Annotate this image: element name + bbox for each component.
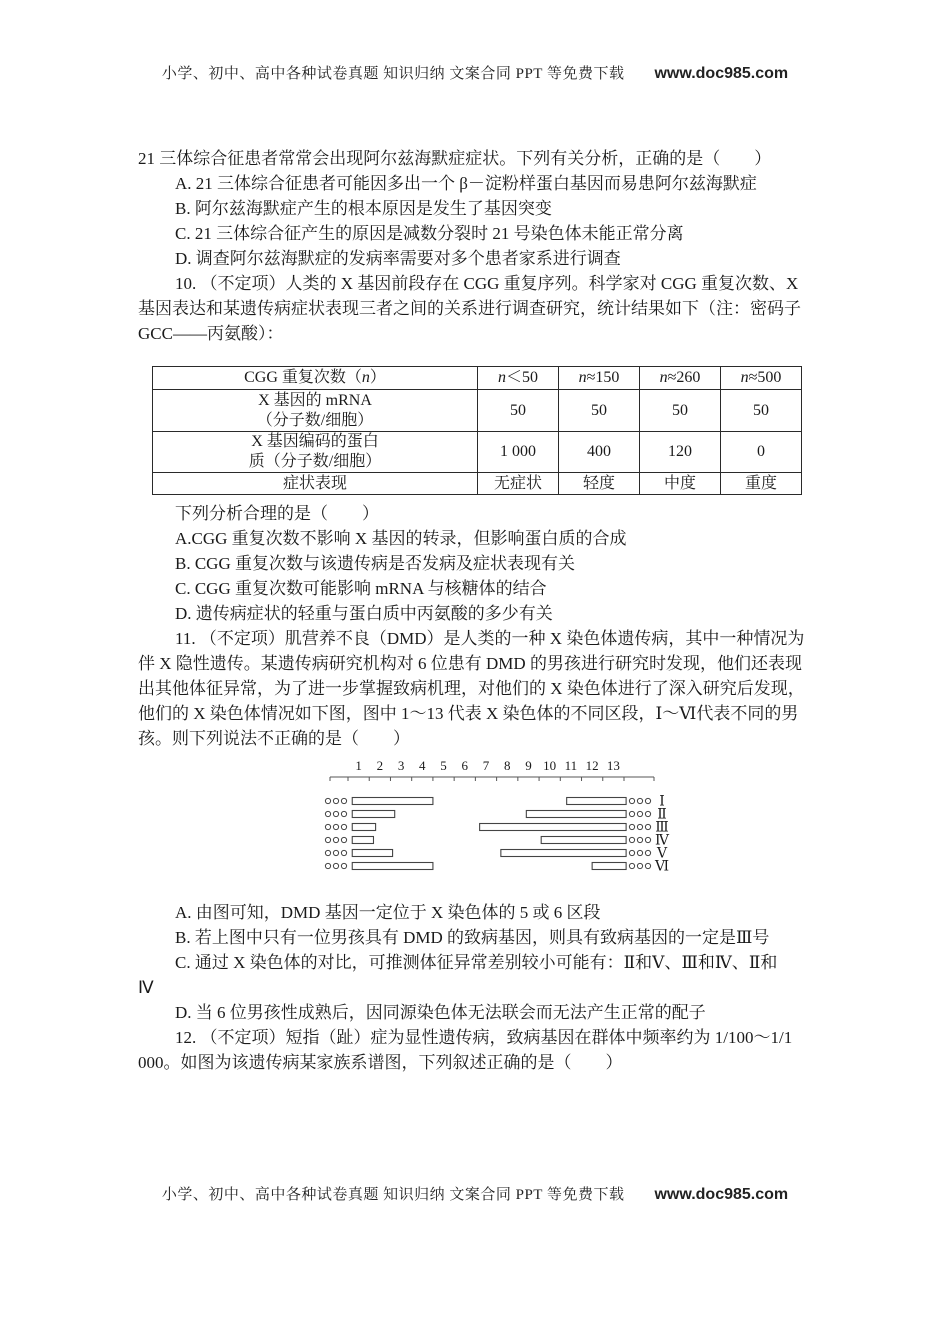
chromosome-segment-bar [526, 811, 626, 818]
telomere-dot [325, 850, 330, 855]
telomere-dot [333, 850, 338, 855]
x-chromosome-deletion-diagram [320, 754, 690, 894]
telomere-dot [637, 811, 642, 816]
table-cell: 1 000 [478, 432, 559, 473]
chromosome-segment-bar [592, 863, 626, 870]
chromosome-segment-bar [480, 824, 626, 831]
table-cell: 120 [640, 432, 721, 473]
table-cell: X 基因编码的蛋白 质（分子数/细胞） [153, 432, 478, 473]
q10-intro-line: 基因表达和某遗传病症状表现三者之间的关系进行调查研究，统计结果如下（注：密码子 [138, 299, 801, 318]
svg-text:6: 6 [461, 758, 469, 773]
q21-option-b: B. 阿尔兹海默症产生的根本原因是发生了基因突变 [175, 199, 552, 218]
svg-text:1: 1 [355, 758, 362, 773]
svg-text:13: 13 [606, 758, 620, 773]
telomere-dot [645, 811, 650, 816]
table-cell: 0 [721, 432, 802, 473]
q10-option-b: B. CGG 重复次数与该遗传病是否发病及症状表现有关 [175, 554, 575, 573]
telomere-dot [629, 811, 634, 816]
table-cell: 重度 [721, 473, 802, 495]
chromosome-segment-bar [352, 811, 394, 818]
chromosome-segment-bar [567, 798, 626, 805]
telomere-dot [325, 811, 330, 816]
table-row [153, 390, 802, 432]
table-cell: 50 [640, 390, 721, 432]
telomere-dot [341, 850, 346, 855]
q11-option-a: A. 由图可知，DMD 基因一定位于 X 染色体的 5 或 6 区段 [175, 903, 601, 922]
table-cell: 400 [559, 432, 640, 473]
telomere-dot [333, 798, 338, 803]
telomere-dot [341, 811, 346, 816]
svg-text:5: 5 [440, 758, 447, 773]
q11-option-d: D. 当 6 位男孩性成熟后，因同源染色体无法联会而无法产生正常的配子 [175, 1003, 706, 1022]
table-cell: 50 [478, 390, 559, 432]
telomere-dot [341, 863, 346, 868]
chromosome-segment-bar [352, 837, 373, 844]
cgg-repeat-table [152, 366, 802, 495]
svg-text:4: 4 [419, 758, 426, 773]
svg-text:7: 7 [482, 758, 490, 773]
q12-line: 12. （不定项）短指（趾）症为显性遗传病，致病基因在群体中频率约为 1/100～1/1 [175, 1028, 793, 1047]
svg-text:Ⅱ: Ⅱ [657, 807, 667, 823]
telomere-dot [325, 863, 330, 868]
svg-text:Ⅵ: Ⅵ [654, 859, 670, 875]
q21-option-d: D. 调查阿尔兹海默症的发病率需要对多个患者家系进行调查 [175, 249, 621, 268]
svg-text:Ⅲ: Ⅲ [655, 820, 669, 836]
cgg-table-body [153, 367, 802, 495]
telomere-dot [645, 850, 650, 855]
document-body [138, 146, 828, 1075]
page-footer [0, 1183, 950, 1204]
svg-text:3: 3 [397, 758, 405, 773]
footer-text: 小学、初中、高中各种试卷真题 知识归纳 文案合同 PPT 等免费下载 [161, 1187, 625, 1203]
telomere-dot [637, 824, 642, 829]
q11-option-b: B. 若上图中只有一位男孩具有 DMD 的致病基因，则具有致病基因的一定是Ⅲ号 [175, 928, 770, 947]
table-cell: 无症状 [478, 473, 559, 495]
svg-text:11: 11 [564, 758, 578, 773]
chromosome-segment-bar [501, 850, 626, 857]
table-cell: n≈500 [721, 367, 802, 390]
telomere-dot [341, 824, 346, 829]
q10-intro-line: 10. （不定项）人类的 X 基因前段存在 CGG 重复序列。科学家对 CGG 重复次数、X [175, 274, 799, 293]
svg-text:Ⅰ: Ⅰ [659, 794, 665, 810]
table-cell: n≈260 [640, 367, 721, 390]
table-cell: n≈150 [559, 367, 640, 390]
telomere-dot [333, 837, 338, 842]
telomere-dot [341, 837, 346, 842]
chromosome-segment-bar [352, 850, 392, 857]
page-header [0, 62, 950, 83]
chromosome-segment-bar [352, 863, 433, 870]
q10-prompt: 下列分析合理的是（ ） [175, 504, 379, 523]
table-cell: n＜50 [478, 367, 559, 390]
q12-line: 000。如图为该遗传病某家族系谱图，下列叙述正确的是（ ） [138, 1053, 623, 1072]
q21-stem: 21 三体综合征患者常常会出现阿尔兹海默症症状。下列有关分析，正确的是（ ） [138, 149, 772, 168]
telomere-dot [629, 863, 634, 868]
q11-option-c-continuation: Ⅳ [138, 978, 154, 997]
table-cell: 50 [721, 390, 802, 432]
telomere-dot [341, 798, 346, 803]
telomere-dot [333, 811, 338, 816]
header-text: 小学、初中、高中各种试卷真题 知识归纳 文案合同 PPT 等免费下载 [161, 66, 625, 82]
q11-intro-line: 孩。则下列说法不正确的是（ ） [138, 729, 410, 748]
telomere-dot [645, 837, 650, 842]
q11-intro-line: 11. （不定项）肌营养不良（DMD）是人类的一种 X 染色体遗传病，其中一种情况为 [175, 629, 805, 648]
q11-option-c: C. 通过 X 染色体的对比，可推测体征异常差别较小可能有：Ⅱ和Ⅴ、Ⅲ和Ⅳ、Ⅱ和 [175, 953, 778, 972]
table-cell: CGG 重复次数（n） [153, 367, 478, 390]
telomere-dot [325, 837, 330, 842]
q11-intro-line: 伴 X 隐性遗传。某遗传病研究机构对 6 位患有 DMD 的男孩进行研究时发现，他们还表现 [138, 654, 802, 673]
q21-option-c: C. 21 三体综合征产生的原因是减数分裂时 21 号染色体未能正常分离 [175, 224, 684, 243]
telomere-dot [629, 837, 634, 842]
svg-text:Ⅳ: Ⅳ [655, 833, 669, 849]
svg-text:2: 2 [376, 758, 384, 773]
table-row [153, 367, 802, 390]
telomere-dot [629, 850, 634, 855]
svg-text:9: 9 [525, 758, 532, 773]
telomere-dot [637, 798, 642, 803]
telomere-dot [645, 824, 650, 829]
telomere-dot [333, 824, 338, 829]
table-cell: 轻度 [559, 473, 640, 495]
telomere-dot [629, 824, 634, 829]
telomere-dot [333, 863, 338, 868]
chromosome-segment-bar [541, 837, 626, 844]
q11-intro-line: 出其他体征异常，为了进一步掌握致病机理，对他们的 X 染色体进行了深入研究后发现， [138, 679, 805, 698]
table-cell: 50 [559, 390, 640, 432]
telomere-dot [645, 798, 650, 803]
footer-url: www.doc985.com [654, 1186, 789, 1203]
q10-option-d: D. 遗传病症状的轻重与蛋白质中丙氨酸的多少有关 [175, 604, 553, 623]
telomere-dot [325, 824, 330, 829]
telomere-dot [629, 798, 634, 803]
table-cell: X 基因的 mRNA （分子数/细胞） [153, 390, 478, 432]
q21-option-a: A. 21 三体综合征患者可能因多出一个 β－淀粉样蛋白基因而易患阿尔兹海默症 [175, 174, 757, 193]
q10-option-a: A.CGG 重复次数不影响 X 基因的转录，但影响蛋白质的合成 [175, 529, 627, 548]
telomere-dot [645, 863, 650, 868]
q10-option-c: C. CGG 重复次数可能影响 mRNA 与核糖体的结合 [175, 579, 547, 598]
table-cell: 症状表现 [153, 473, 478, 495]
telomere-dot [637, 837, 642, 842]
table-cell: 中度 [640, 473, 721, 495]
svg-text:8: 8 [503, 758, 511, 773]
svg-text:Ⅴ: Ⅴ [656, 846, 668, 862]
svg-text:12: 12 [585, 758, 599, 773]
table-row [153, 473, 802, 495]
chromosome-segment-bar [352, 824, 375, 831]
table-row [153, 432, 802, 473]
svg-text:10: 10 [543, 758, 557, 773]
diagram-svg [320, 754, 690, 894]
chromosome-segment-bar [352, 798, 433, 805]
header-url: www.doc985.com [654, 65, 789, 82]
telomere-dot [637, 863, 642, 868]
telomere-dot [637, 850, 642, 855]
q11-intro-line: 他们的 X 染色体情况如下图，图中 1～13 代表 X 染色体的不同区段，Ⅰ～Ⅵ代表不同的男 [138, 704, 799, 723]
q10-intro-line: GCC——丙氨酸）： [138, 324, 284, 343]
telomere-dot [325, 798, 330, 803]
